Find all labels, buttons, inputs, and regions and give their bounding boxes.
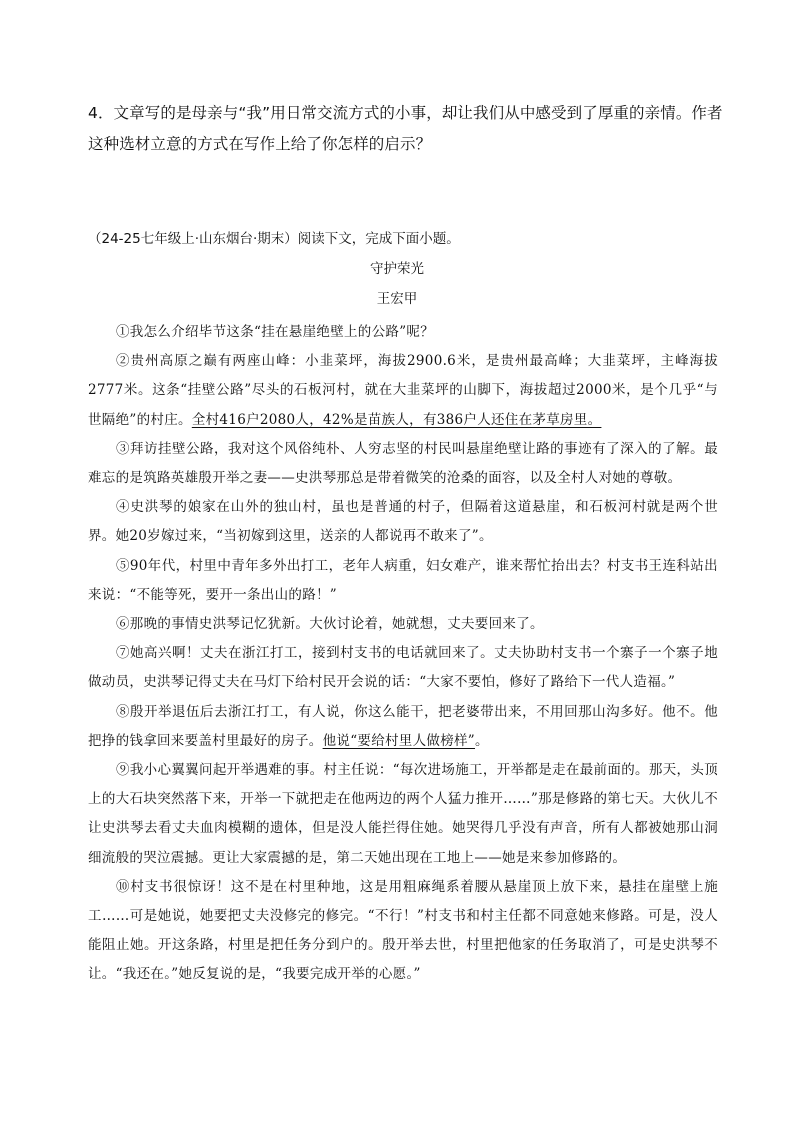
article-title: 守护荣光: [370, 261, 424, 277]
paragraph-text: ①我怎么介绍毕节这条“挂在悬崖绝壁上的公路”呢？: [116, 324, 435, 340]
article-body: [88, 318, 718, 990]
article-paragraph: [88, 435, 718, 493]
article-paragraph: [88, 639, 718, 697]
article-paragraph: [88, 610, 718, 639]
paragraph-text: ②贵州高原之巅有两座山峰：小韭菜坪，海拔2900.6米，是贵州最高峰；大韭菜坪，主峰海拔2777米。这条“挂壁公路”尽头的石板河村，就在大韭菜坪的山脚下，海拔超过2000米，是个几乎“与世隔绝”的村庄。: [88, 353, 718, 428]
article-paragraph: [88, 493, 718, 551]
paragraph-text: ⑨我小心翼翼问起开举遇难的事。村主任说：“每次进场施工，开举都是走在最前面的。那天，头顶上的大石块突然落下来，开举一下就把走在他两边的两个人猛力推开……”那是修路的第七天。大伙儿不让史洪琴去看丈夫血肉模糊的遗体，但是没人能拦得住她。她哭得几乎没有声音，所有人都被她那山洞细流般的哭泣震撼。更让大家震撼的是，第二天她出现在工地上——她是来参加修路的。: [88, 762, 718, 866]
paragraph-text-tail: 。: [475, 732, 489, 749]
article-paragraph: [88, 347, 718, 435]
underlined-sentence: 他说“要给村里人做榜样”: [322, 732, 476, 749]
paragraph-text: ⑩村支书很惊讶！这不是在村里种地，这是用粗麻绳系着腰从悬崖顶上放下来，悬挂在崖壁上施工……可是她说，她要把丈夫没修完的修完。“不行！”村支书和村主任都不同意她来修路。可是，没人能阻止她。开这条路，村里是把任务分到户的。殷开举去世，村里把他家的任务取消了，可是史洪琴不让。“我还在。”她反复说的是，“我要完成开举的心愿。”: [88, 878, 718, 983]
underlined-sentence: 全村416户2080人，42%是苗族人，有386户人还住在茅草房里。: [191, 411, 602, 428]
paragraph-text: ⑧殷开举退伍后去浙江打工，有人说，你这么能干，把老婆带出来，不用回那山沟多好。他不。他把挣的钱拿回来要盖村里最好的房子。: [88, 703, 718, 749]
article-paragraph: [88, 318, 718, 347]
paragraph-text: ③拜访挂壁公路，我对这个风俗纯朴、人穷志坚的村民叫悬崖绝壁让路的事迹有了深入的了解。最难忘的是筑路英雄殷开举之妻——史洪琴那总是带着微笑的沧桑的面容，以及全村人对她的尊敬。: [88, 440, 718, 487]
article-author: 王宏甲: [376, 291, 418, 307]
question-4: 4．文章写的是母亲与“我”用日常交流方式的小事，却让我们从中感受到了厚重的亲情。作者这种选材立意的方式在写作上给了你怎样的启示？: [88, 104, 723, 153]
article-paragraph: [88, 552, 718, 610]
reading-source-line: （24-25七年级上·山东烟台·期末）阅读下文，完成下面小题。: [88, 231, 460, 247]
paragraph-text: ④史洪琴的娘家在山外的独山村，虽也是普通的村子，但隔着这道悬崖，和石板河村就是两个世界。她20岁嫁过来，“当初嫁到这里，送亲的人都说再不敢来了”。: [88, 499, 718, 545]
paragraph-text: ⑥那晚的事情史洪琴记忆犹新。大伙讨论着，她就想，丈夫要回来了。: [116, 616, 544, 633]
article-paragraph: [88, 873, 718, 990]
article-paragraph: [88, 698, 718, 756]
paragraph-text: ⑦她高兴啊！丈夫在浙江打工，接到村支书的电话就回来了。丈夫协助村支书一个寨子一个寨子地做动员，史洪琴记得丈夫在马灯下给村民开会说的话：“大家不要怕，修好了路给下一代人造福。”: [88, 645, 718, 691]
paragraph-text: ⑤90年代，村里中青年多外出打工，老年人病重，妇女难产，谁来帮忙抬出去？村支书王连科站出来说：“不能等死，要开一条出山的路！”: [88, 557, 718, 603]
article-paragraph: [88, 756, 718, 873]
